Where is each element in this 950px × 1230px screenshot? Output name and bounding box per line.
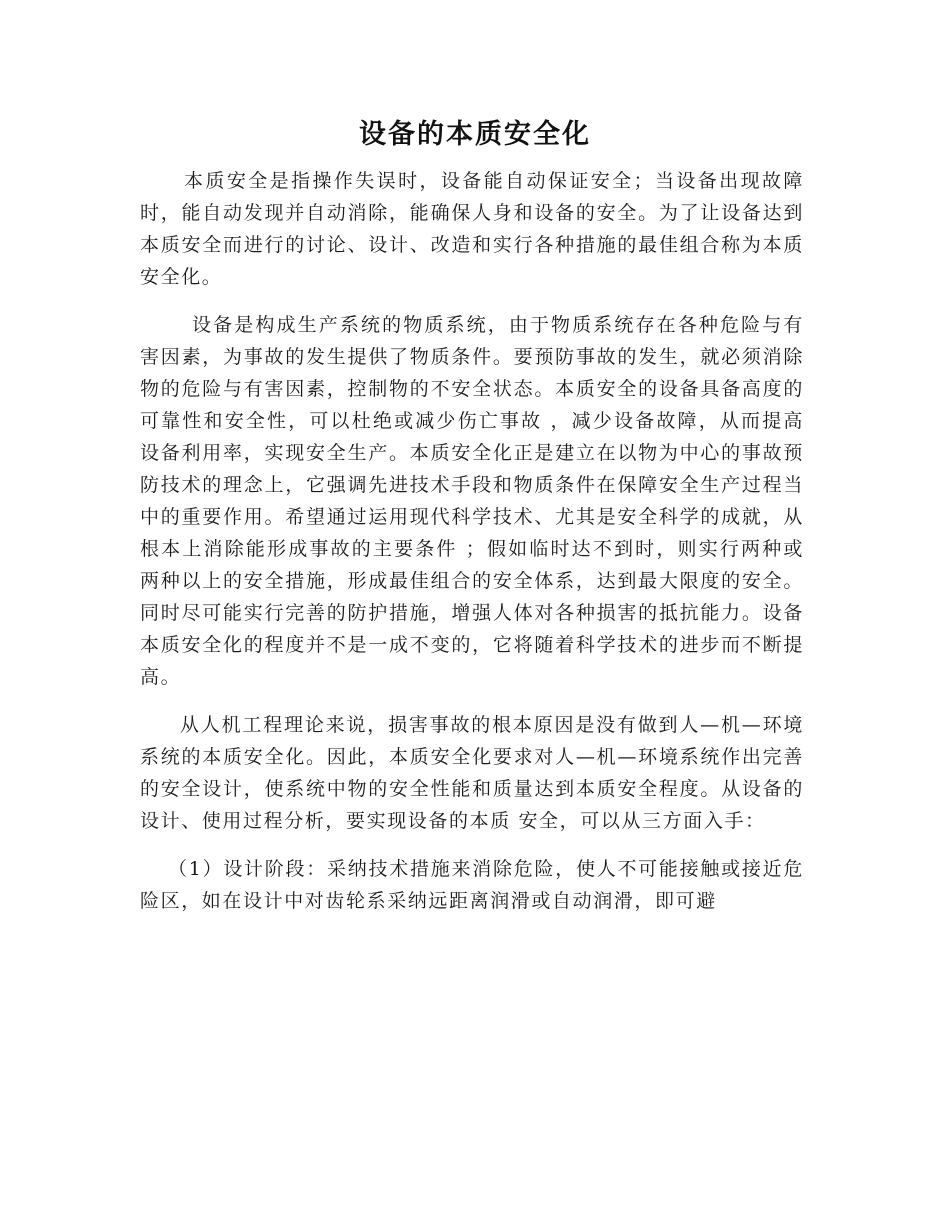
paragraph-intrinsic-safety-definition: 本质安全是指操作失误时，设备能自动保证安全；当设备出现故障时，能自动发现并自动消除，能确保人身和设备的安全。为了让设备达到本质安全而进行的讨论、设计、改造和实行各种措施的最佳组合称为本质安全化。 [140,170,804,288]
paragraph-equipment-material-system: 设备是构成生产系统的物质系统，由于物质系统存在各种危险与有害因素，为事故的发生提供了物质条件。要预防事故的发生，就必须消除物的危险与有害因素，控制物的不安全状态。本质安全的设备具备高度的可靠性和安全性，可以杜绝或减少伤亡事故 ，减少设备故障，从而提高设备利用率，实现安全生产。本质安全化正是建立在以物为中心的事故预防技术的理念上，它强调先进技术手段和物质条件在保障安全生产过程当中的重要作用。希望通过运用现代科学技术、尤其是安全科学的成就，从根本上消除能形成事故的主要条件 ；假如临时达不到时，则实行两种或两种以上的安全措施，形成最佳组合的安全体系，达到最大限度的安全。同时尽可能实行完善的防护措施，增强人体对各种损害的抵抗能力。设备本质安全化的程度并不是一成不变的，它将随着科学技术的进步而不断提高。 [140,314,804,688]
paragraph-ergonomics-theory: 从人机工程理论来说，损害事故的根本原因是没有做到人—机—环境系统的本质安全化。因此，本质安全化要求对人—机—环境系统作出完善的安全设计，使系统中物的安全性能和质量达到本质安全程度。从设备的设计、使用过程分析，要实现设备的本质 安全，可以从三方面入手： [140,714,804,832]
document-title: 设备的本质安全化 [359,119,591,150]
paragraph-design-stage: （1）设计阶段：采纳技术措施来消除危险，使人不可能接触或接近危险区，如在设计中对齿轮系采纳远距离润滑或自动润滑，即可避 [140,858,804,912]
document-body [140,165,804,933]
